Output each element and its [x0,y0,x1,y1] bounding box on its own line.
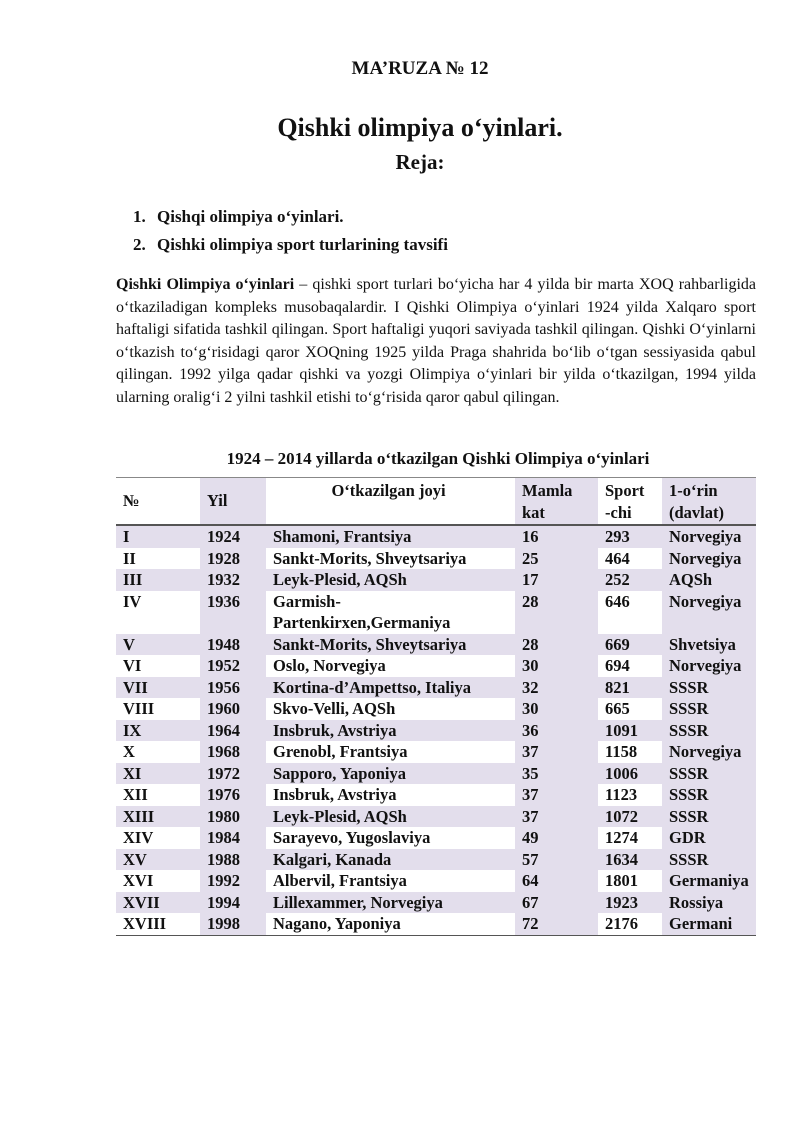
cell-year: 1988 [200,849,266,871]
cell-number: IV [123,591,142,611]
table-row [116,677,756,699]
cell-first-place: SSSR [662,806,756,828]
cell-number: V [116,634,200,656]
cell-year: 1936 [200,591,266,634]
cell-venue: Albervil, Frantsiya [273,871,407,890]
cell-first-place: SSSR [662,720,756,742]
cell-venue: Grenobl, Frantsiya [273,742,408,761]
table-row [116,806,756,828]
cell-athletes: 1123 [605,785,638,804]
plan-item-text: Qishqi olimpiya o‘yinlari. [157,207,344,226]
cell-number: I [116,525,200,548]
table-row [116,827,756,849]
cell-venue: Oslo, Norvegiya [273,656,386,675]
cell-year: 1984 [200,827,266,849]
cell-first-place: Norvegiya [662,741,756,763]
table-header-row [116,478,756,526]
cell-year: 1960 [200,698,266,720]
cell-year: 1976 [200,784,266,806]
plan-item [133,231,448,259]
cell-number: XI [116,763,200,785]
cell-venue: Lillexammer, Norvegiya [266,892,515,914]
plan-item [133,203,448,231]
cell-countries: 28 [515,591,598,634]
cell-year: 1994 [200,892,266,914]
cell-countries: 32 [515,677,598,699]
table-row [116,763,756,785]
cell-venue: Kortina-d’Ampettso, Italiya [266,677,515,699]
cell-year: 1928 [200,548,266,570]
cell-countries: 49 [515,827,598,849]
cell-year: 1956 [200,677,266,699]
intro-term: Qishki Olimpiya o‘yinlari [116,276,295,293]
header-number: № [123,491,140,511]
olympics-table [116,477,756,936]
cell-countries: 37 [515,806,598,828]
cell-countries: 57 [515,849,598,871]
plan-heading: Reja: [395,150,445,174]
intro-text: – qishki sport turlari bo‘yicha har 4 yilda bir marta XOQ rahbarligida o‘tkaziladigan kompleks musobaqalardir. I Qishki Olimpiya o‘yinlari 1924 yilda Xalqaro sport haftaligi sifatida tashkil qilingan. Sport haftaligi yuqori saviyada tashkil qilingan. Qishki O‘yinlarni o‘tkazish to‘g‘risidagi qaror XOQning 1925 yilda Praga shahrida bo‘lib o‘tgan sessiyasida qabul qilingan. 1992 yilga qadar qishki va yozgi Olimpiya o‘yinlari bir yilda o‘tkazilgan, 1994 yilda ularning oralig‘i 2 yilni tashkil etishi to‘g‘risida qaror qabul qilingan. [116,276,756,406]
cell-countries: 35 [515,763,598,785]
cell-number: VII [116,677,200,699]
cell-first-place: Shvetsiya [662,634,756,656]
cell-number: III [116,569,200,591]
cell-year: 1952 [200,655,266,677]
table-row [116,698,756,720]
cell-number: XVIII [123,914,167,933]
header-first-place: 1-o‘rin (davlat) [662,478,756,526]
cell-first-place: Norvegiya [662,655,756,677]
cell-countries: 72 [515,913,598,935]
table-body [116,525,756,935]
cell-countries: 67 [515,892,598,914]
cell-athletes: 293 [598,525,662,548]
table-row [116,870,756,892]
cell-year: 1972 [200,763,266,785]
cell-venue: Sarayevo, Yugoslaviya [273,828,431,847]
cell-athletes: 1801 [605,871,638,890]
cell-number: XVI [123,871,154,890]
cell-first-place: Norvegiya [662,525,756,548]
cell-countries: 30 [515,655,598,677]
plan-item-number: 2. [133,235,146,254]
cell-athletes: 694 [605,656,630,675]
cell-first-place: Germaniya [662,870,756,892]
cell-venue: Leyk-Plesid, AQSh [266,806,515,828]
table-row [116,569,756,591]
cell-year: 1924 [200,525,266,548]
cell-number: XIII [116,806,200,828]
cell-year: 1998 [200,913,266,935]
cell-venue: Sapporo, Yaponiya [266,763,515,785]
cell-athletes: 669 [598,634,662,656]
table-row [116,720,756,742]
intro-paragraph [116,274,756,409]
cell-first-place: Norvegiya [662,591,756,634]
cell-first-place: SSSR [662,763,756,785]
table-row [116,655,756,677]
cell-athletes: 1072 [598,806,662,828]
page-title: Qishki olimpiya o‘yinlari. [277,113,563,142]
cell-number: VI [123,656,142,675]
table-row [116,784,756,806]
cell-countries: 30 [515,698,598,720]
plan-item-number: 1. [133,207,146,226]
header-athletes: Sport -chi [605,481,645,522]
cell-venue: Sankt-Morits, Shveytsariya [266,634,515,656]
cell-athletes: 646 [605,591,630,611]
cell-number: IX [116,720,200,742]
cell-venue: Leyk-Plesid, AQSh [266,569,515,591]
cell-venue: Insbruk, Avstriya [273,785,397,804]
cell-countries: 36 [515,720,598,742]
cell-first-place: SSSR [662,784,756,806]
cell-number: VIII [123,699,155,718]
header-venue: O‘tkazilgan joyi [331,481,446,500]
plan-list [133,203,448,259]
cell-venue: Kalgari, Kanada [266,849,515,871]
cell-athletes: 464 [605,548,630,568]
cell-first-place: SSSR [662,677,756,699]
cell-year: 1932 [200,569,266,591]
header-year: Yil [200,478,266,526]
cell-first-place: Norvegiya [662,548,756,570]
cell-athletes: 252 [598,569,662,591]
cell-venue: Sankt-Morits, Shveytsariya [273,548,467,568]
table-row [116,525,756,548]
cell-year: 1980 [200,806,266,828]
cell-year: 1992 [200,870,266,892]
cell-countries: 25 [515,548,598,570]
cell-first-place: SSSR [662,698,756,720]
cell-venue: Insbruk, Avstriya [266,720,515,742]
lecture-number: MA’RUZA № 12 [351,58,489,79]
cell-athletes: 1923 [598,892,662,914]
cell-number: XVII [116,892,200,914]
table-caption: 1924 – 2014 yillarda o‘tkazilgan Qishki Olimpiya o‘yinlari [226,449,650,468]
cell-number: XII [123,785,148,804]
table-row [116,548,756,570]
cell-number: XIV [123,828,154,847]
cell-venue: Nagano, Yaponiya [273,914,401,933]
cell-venue: Garmish-Partenkirxen,Germaniya [273,591,451,632]
header-countries: Mamla kat [515,478,598,526]
cell-first-place: AQSh [662,569,756,591]
cell-countries: 17 [515,569,598,591]
cell-first-place: GDR [662,827,756,849]
cell-countries: 64 [515,870,598,892]
plan-item-text: Qishki olimpiya sport turlarining tavsifi [157,235,448,254]
table-row [116,913,756,935]
cell-number: XV [116,849,200,871]
cell-athletes: 1634 [598,849,662,871]
cell-venue: Skvo-Velli, AQSh [273,699,396,718]
cell-number: II [123,548,136,568]
cell-countries: 37 [515,784,598,806]
cell-first-place: SSSR [662,849,756,871]
table-row [116,634,756,656]
table-row [116,849,756,871]
table-row [116,741,756,763]
cell-year: 1948 [200,634,266,656]
cell-venue: Shamoni, Frantsiya [266,525,515,548]
cell-countries: 37 [515,741,598,763]
cell-athletes: 2176 [605,914,638,933]
cell-number: X [123,742,135,761]
cell-year: 1964 [200,720,266,742]
cell-countries: 28 [515,634,598,656]
cell-athletes: 665 [605,699,630,718]
cell-first-place: Rossiya [662,892,756,914]
cell-athletes: 1006 [598,763,662,785]
table-row [116,591,756,634]
cell-athletes: 1158 [605,742,638,761]
cell-first-place: Germani [662,913,756,935]
table-row [116,892,756,914]
cell-athletes: 821 [598,677,662,699]
cell-athletes: 1274 [605,828,638,847]
cell-year: 1968 [200,741,266,763]
cell-athletes: 1091 [598,720,662,742]
cell-countries: 16 [515,525,598,548]
